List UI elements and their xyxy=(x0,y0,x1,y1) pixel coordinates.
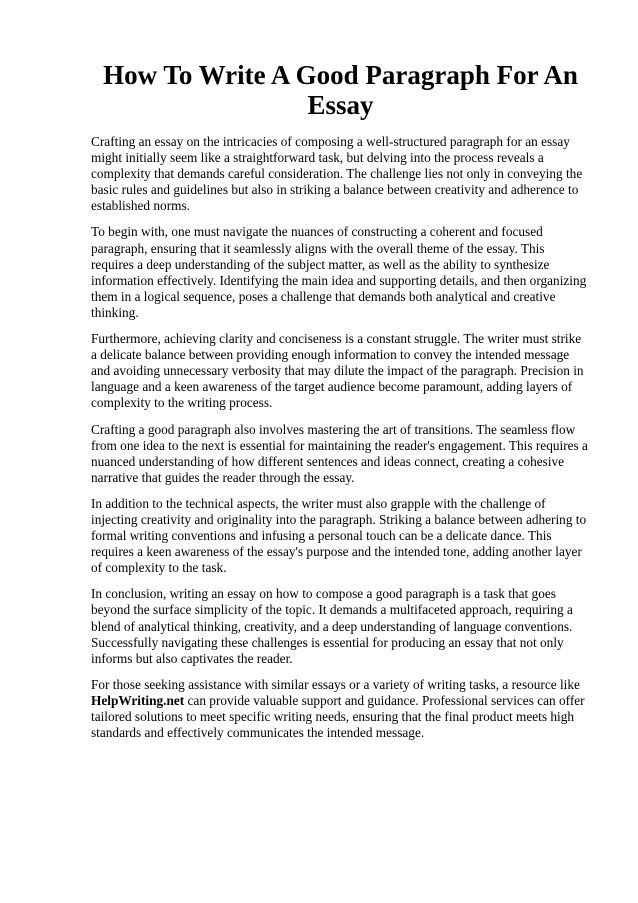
paragraph: Crafting an essay on the intricacies of composing a well-structured paragraph for an essay might initially seem like a straightforward task, but delving into the process reveals a complexity that demands careful consideration. The challenge lies not only in conveying the basic rules and guidelines but also in striking a balance between creativity and adherence to established norms. xyxy=(91,134,583,214)
paragraph: In addition to the technical aspects, the writer must also grapple with the challenge of injecting creativity and originality into the paragraph. Striking a balance between adhering to formal writing conventions and infusing a personal touch can be a delicate dance. This requires a keen awareness of the essay's purpose and the intended tone, adding another layer of complexity to the task. xyxy=(91,495,587,576)
paragraph: In conclusion, writing an essay on how to compose a good paragraph is a task that goes beyond the surface simplicity of the topic. It demands a multifaceted approach, requiring a blend of analytical thinking, creativity, and a deep understanding of language conventions. Successfully navigating these challenges is essential for producing an essay that not only informs but also captivates the reader. xyxy=(91,586,573,666)
closing-intro-text: For those seeking assistance with similar essays or a variety of writing tasks, a resource like xyxy=(91,676,580,692)
document-title: How To Write A Good Paragraph For An Essay xyxy=(103,60,578,120)
closing-paragraph xyxy=(91,677,590,741)
paragraph: To begin with, one must navigate the nuances of constructing a coherent and focused paragraph, ensuring that it seamlessly aligns with the overall theme of the essay. This requires a deep understanding of the subject matter, as well as the ability to synthesize information effectively. Identifying the main idea and supporting details, and then organizing them in a logical sequence, poses a challenge that demands both analytical and creative thinking. xyxy=(91,224,587,320)
paragraph: Crafting a good paragraph also involves mastering the art of transitions. The seamless flow from one idea to the next is essential for maintaining the reader's engagement. This requires a nuanced understanding of how different sentences and ideas connect, creating a cohesive narrative that guides the reader through the essay. xyxy=(91,421,588,485)
paragraph: Furthermore, achieving clarity and conciseness is a constant struggle. The writer must strike a delicate balance between providing enough information to convey the intended message and avoiding unnecessary verbosity that may dilute the impact of the paragraph. Precision in language and a keen awareness of the target audience become paramount, adding layers of complexity to the writing process. xyxy=(91,331,584,411)
closing-rest-text: can provide valuable support and guidance. Professional services can offer tailored solutions to meet specific writing needs, ensuring that the final product meets high standards and effectively communicates the intended message. xyxy=(91,692,585,741)
brand-link[interactable]: HelpWriting.net xyxy=(91,692,185,708)
